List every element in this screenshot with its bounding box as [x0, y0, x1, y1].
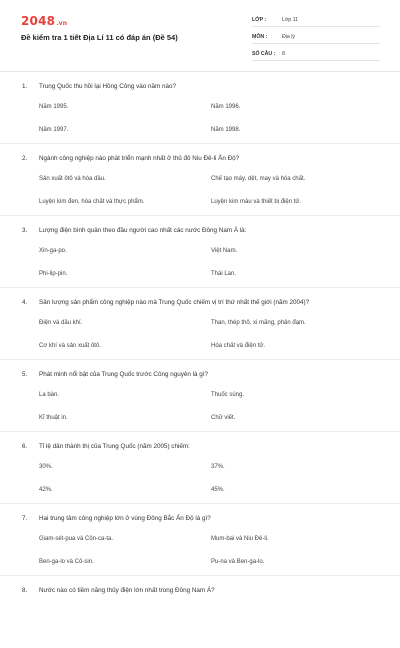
option-c[interactable]: Kĩ thuật in. [39, 415, 68, 421]
option-a[interactable]: Xin-ga-po. [39, 248, 67, 254]
option-c[interactable]: 42%. [39, 487, 53, 493]
page-header [0, 0, 400, 72]
logo-main: 2048 [21, 14, 56, 28]
question-text: Sản lượng sản phẩm công nghiệp nào mà Trung Quốc chiếm vị trí thứ nhất thế giới (năm 2004)? [39, 299, 310, 306]
option-d[interactable]: Năm 1998. [211, 127, 241, 133]
question-1 [0, 72, 400, 144]
logo-sub: .vn [56, 20, 68, 27]
option-a[interactable]: 30%. [39, 464, 53, 470]
question-2 [0, 144, 400, 216]
question-text: Trung Quốc thu hồi lại Hồng Công vào năm nào? [39, 83, 176, 90]
meta-subject-value: Địa lý [282, 34, 295, 40]
question-list [0, 72, 400, 648]
question-number: 4. [22, 299, 28, 306]
question-number: 5. [22, 371, 28, 378]
question-text: Phát minh nổi bật của Trung Quốc trước Công nguyên là gì? [39, 371, 209, 378]
question-8 [0, 576, 400, 648]
question-7 [0, 504, 400, 576]
option-a[interactable]: La bàn. [39, 392, 60, 398]
option-a[interactable]: Giam-sét-pua và Côn-ca-ta. [39, 536, 114, 542]
question-stem [22, 515, 211, 522]
meta-class-label: LỚP : [252, 17, 267, 23]
option-a[interactable]: Năm 1995. [39, 104, 69, 110]
meta-count-row [252, 48, 380, 61]
question-stem [22, 83, 176, 90]
option-d[interactable]: Thái Lan. [211, 271, 237, 277]
site-logo[interactable] [21, 14, 67, 28]
question-stem [22, 155, 239, 162]
question-text: Ngành công nghiệp nào phát triển mạnh nhất ở thủ đô Niu Đê-li Ấn Độ? [39, 155, 240, 162]
meta-subject-row [252, 31, 380, 44]
question-stem [22, 227, 246, 234]
option-d[interactable]: Hóa chất và điện tử. [211, 343, 266, 349]
question-text: Hai trung tâm công nghiệp lớn ở vùng Đông Bắc Ấn Độ là gì? [39, 515, 211, 522]
option-d[interactable]: Chữ viết. [211, 415, 236, 421]
exam-meta [252, 14, 380, 65]
question-number: 8. [22, 587, 28, 594]
meta-count-value: 8 [282, 51, 285, 57]
option-c[interactable]: Ben-ga-lo và Cô-sin. [39, 559, 94, 565]
meta-class-value: Lớp 11 [282, 17, 298, 23]
option-c[interactable]: Luyện kim đen, hóa chất và thực phẩm. [39, 199, 145, 205]
option-c[interactable]: Năm 1997. [39, 127, 69, 133]
question-text: Lượng điện bình quân theo đầu người cao nhất các nước Đông Nam Á là: [39, 227, 247, 234]
option-d[interactable]: 45%. [211, 487, 225, 493]
question-number: 1. [22, 83, 28, 90]
question-text: Nước nào có tiềm năng thủy điện lớn nhất trong Đông Nam Á? [39, 587, 215, 594]
option-b[interactable]: Chế tạo máy, dệt, may và hóa chất. [211, 176, 306, 182]
meta-count-label: SỐ CÂU : [252, 51, 276, 57]
meta-class-row [252, 14, 380, 27]
question-stem [22, 587, 215, 594]
question-stem [22, 443, 190, 450]
question-6 [0, 432, 400, 504]
option-b[interactable]: Việt Nam. [211, 248, 238, 254]
option-a[interactable]: Sản xuất ôtô và hóa dầu. [39, 176, 106, 182]
option-d[interactable]: Luyện kim màu và thiết bị điện tử. [211, 199, 302, 205]
meta-subject-label: MÔN : [252, 34, 268, 40]
option-b[interactable]: Thuốc súng. [211, 392, 245, 398]
option-b[interactable]: Than, thép thô, xi măng, phân đạm. [211, 320, 306, 326]
question-3 [0, 216, 400, 288]
question-text: Tỉ lệ dân thành thị của Trung Quốc (năm 2005) chiếm: [39, 443, 190, 450]
option-c[interactable]: Cơ khí và sản xuất ôtô. [39, 343, 101, 349]
question-stem [22, 299, 309, 306]
question-number: 3. [22, 227, 28, 234]
option-c[interactable]: Phi-lip-pin. [39, 271, 68, 277]
question-4 [0, 288, 400, 360]
question-stem [22, 371, 208, 378]
question-number: 2. [22, 155, 28, 162]
page-title: Đề kiểm tra 1 tiết Địa Lí 11 có đáp án (Đề 54) [21, 33, 178, 42]
option-a[interactable]: Điện và dầu khí. [39, 320, 83, 326]
option-b[interactable]: Năm 1996. [211, 104, 241, 110]
option-b[interactable]: Mum-bai và Niu Đê-li. [211, 536, 269, 542]
question-5 [0, 360, 400, 432]
question-number: 6. [22, 443, 28, 450]
option-d[interactable]: Pu-na và Ben-ga-lo. [211, 559, 265, 565]
option-b[interactable]: 37%. [211, 464, 225, 470]
question-number: 7. [22, 515, 28, 522]
